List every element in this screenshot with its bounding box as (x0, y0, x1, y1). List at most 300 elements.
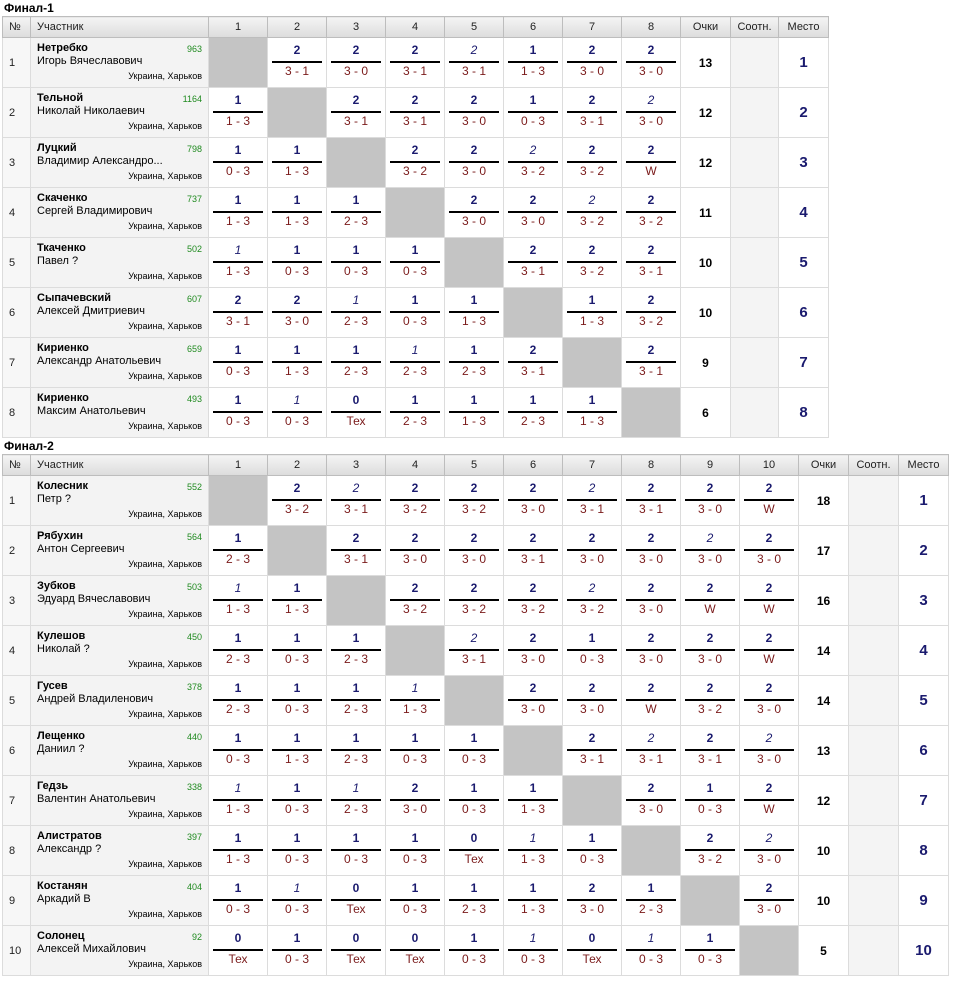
match-cell[interactable] (386, 676, 445, 726)
match-cell[interactable] (386, 38, 445, 88)
row-number: 9 (3, 876, 31, 926)
self-cell (209, 38, 268, 88)
score-divider (272, 799, 322, 801)
score-divider (567, 411, 617, 413)
match-cell[interactable] (327, 626, 386, 676)
match-cell[interactable] (681, 626, 740, 676)
header-opponent-8[interactable]: 8 (622, 17, 681, 38)
match-points: 2 (352, 43, 360, 57)
row-number: 1 (3, 476, 31, 526)
match-points: 1 (234, 531, 242, 545)
player-cell[interactable] (31, 188, 209, 238)
section-title: Финал-1 (4, 1, 54, 15)
match-result: Тех (346, 902, 366, 916)
match-cell[interactable] (445, 476, 504, 526)
match-cell[interactable] (386, 388, 445, 438)
ratio-cell (849, 926, 899, 976)
match-points: 1 (352, 193, 360, 207)
score-divider (449, 499, 499, 501)
match-cell[interactable] (445, 826, 504, 876)
header-opponent-3[interactable]: 3 (327, 455, 386, 476)
match-cell[interactable] (327, 876, 386, 926)
match-cell[interactable] (504, 576, 563, 626)
match-cell[interactable] (268, 926, 327, 976)
match-result: 2 - 3 (343, 752, 368, 766)
match-cell[interactable] (563, 726, 622, 776)
match-result: 3 - 2 (697, 852, 722, 866)
player-surname[interactable]: Алистратов (37, 830, 102, 842)
match-cell[interactable] (209, 776, 268, 826)
match-cell[interactable] (622, 288, 681, 338)
player-surname[interactable]: Гедзь (37, 780, 69, 792)
match-cell[interactable] (327, 776, 386, 826)
match-cell[interactable] (622, 876, 681, 926)
player-surname[interactable]: Скаченко (37, 192, 88, 204)
player-cell[interactable] (31, 338, 209, 388)
match-cell[interactable] (327, 476, 386, 526)
player-firstname: Алексей Дмитриевич (37, 305, 145, 317)
match-points: 0 (411, 931, 419, 945)
match-result: 3 - 2 (461, 602, 486, 616)
match-cell[interactable] (740, 676, 799, 726)
player-surname[interactable]: Луцкий (37, 142, 77, 154)
player-city: Украина, Харьков (128, 271, 202, 281)
player-surname[interactable]: Кириенко (37, 342, 89, 354)
match-points: 2 (352, 481, 360, 495)
match-result: 1 - 3 (402, 702, 427, 716)
match-cell[interactable] (504, 188, 563, 238)
match-cell[interactable] (209, 238, 268, 288)
player-cell[interactable] (31, 138, 209, 188)
ratio-cell (731, 38, 779, 88)
match-cell[interactable] (327, 38, 386, 88)
match-cell[interactable] (209, 138, 268, 188)
match-cell[interactable] (268, 776, 327, 826)
match-points: 2 (470, 531, 478, 545)
match-cell[interactable] (445, 38, 504, 88)
match-cell[interactable] (622, 338, 681, 388)
header-place[interactable]: Место (779, 17, 829, 38)
player-surname[interactable]: Зубков (37, 580, 76, 592)
match-cell[interactable] (209, 826, 268, 876)
match-result: 3 - 1 (461, 652, 486, 666)
match-cell[interactable] (445, 88, 504, 138)
match-cell[interactable] (622, 526, 681, 576)
match-cell[interactable] (681, 476, 740, 526)
score-divider (744, 599, 794, 601)
match-cell[interactable] (681, 726, 740, 776)
match-cell[interactable] (209, 526, 268, 576)
match-cell[interactable] (386, 238, 445, 288)
match-cell[interactable] (386, 876, 445, 926)
match-cell[interactable] (563, 826, 622, 876)
match-cell[interactable] (504, 238, 563, 288)
header-participant[interactable]: Участник (31, 455, 209, 476)
match-result: 1 - 3 (284, 602, 309, 616)
score-divider (449, 61, 499, 63)
match-result: 3 - 2 (579, 164, 604, 178)
match-cell[interactable] (327, 676, 386, 726)
match-cell[interactable] (681, 776, 740, 826)
match-cell[interactable] (622, 926, 681, 976)
match-cell[interactable] (209, 388, 268, 438)
header-opponent-7[interactable]: 7 (563, 455, 622, 476)
match-cell[interactable] (268, 576, 327, 626)
match-cell[interactable] (622, 726, 681, 776)
match-cell[interactable] (327, 338, 386, 388)
header-opponent-8[interactable]: 8 (622, 455, 681, 476)
match-cell[interactable] (504, 676, 563, 726)
match-points: 2 (765, 481, 773, 495)
match-cell[interactable] (563, 476, 622, 526)
total-points: 12 (799, 776, 849, 826)
match-cell[interactable] (622, 188, 681, 238)
match-cell[interactable] (268, 138, 327, 188)
match-cell[interactable] (504, 826, 563, 876)
match-cell[interactable] (209, 926, 268, 976)
score-divider (272, 311, 322, 313)
match-cell[interactable] (681, 826, 740, 876)
player-surname[interactable]: Костанян (37, 880, 88, 892)
match-cell[interactable] (445, 288, 504, 338)
match-cell[interactable] (622, 88, 681, 138)
player-surname[interactable]: Лещенко (37, 730, 85, 742)
match-cell[interactable] (740, 776, 799, 826)
match-points: 1 (234, 393, 242, 407)
player-cell[interactable] (31, 388, 209, 438)
header-num[interactable]: № (3, 17, 31, 38)
match-cell[interactable] (740, 726, 799, 776)
table-row (3, 238, 829, 288)
match-cell[interactable] (327, 388, 386, 438)
match-cell[interactable] (327, 826, 386, 876)
player-surname[interactable]: Тельной (37, 92, 84, 104)
score-divider (331, 649, 381, 651)
player-surname[interactable]: Кулешов (37, 630, 86, 642)
player-surname[interactable]: Солонец (37, 930, 85, 942)
match-cell[interactable] (563, 388, 622, 438)
header-opponent-3[interactable]: 3 (327, 17, 386, 38)
match-cell[interactable] (268, 676, 327, 726)
match-cell[interactable] (268, 338, 327, 388)
match-points: 1 (293, 681, 301, 695)
match-cell[interactable] (740, 576, 799, 626)
header-num[interactable]: № (3, 455, 31, 476)
match-points: 1 (588, 631, 596, 645)
match-cell[interactable] (563, 88, 622, 138)
match-cell[interactable] (209, 338, 268, 388)
total-points: 12 (681, 88, 731, 138)
match-cell[interactable] (386, 138, 445, 188)
match-result: 3 - 0 (520, 702, 545, 716)
match-cell[interactable] (681, 926, 740, 976)
match-cell[interactable] (504, 526, 563, 576)
match-cell[interactable] (209, 726, 268, 776)
header-opponent-2[interactable]: 2 (268, 17, 327, 38)
match-result: 1 - 3 (225, 264, 250, 278)
total-points: 10 (799, 876, 849, 926)
player-cell[interactable] (31, 288, 209, 338)
match-cell[interactable] (209, 88, 268, 138)
score-divider (626, 161, 676, 163)
player-city: Украина, Харьков (128, 859, 202, 869)
score-divider (508, 899, 558, 901)
match-cell[interactable] (268, 388, 327, 438)
match-cell[interactable] (622, 626, 681, 676)
score-divider (508, 949, 558, 951)
score-divider (449, 211, 499, 213)
player-surname[interactable]: Рябухин (37, 530, 84, 542)
match-cell[interactable] (504, 476, 563, 526)
match-cell[interactable] (445, 776, 504, 826)
match-cell[interactable] (504, 626, 563, 676)
match-cell[interactable] (327, 288, 386, 338)
player-surname[interactable]: Гусев (37, 680, 68, 692)
player-cell[interactable] (31, 926, 209, 976)
score-divider (567, 849, 617, 851)
player-rating: 607 (186, 294, 202, 304)
match-cell[interactable] (445, 876, 504, 926)
final-place: 7 (899, 776, 949, 826)
match-cell[interactable] (445, 388, 504, 438)
match-cell[interactable] (504, 88, 563, 138)
match-cell[interactable] (681, 576, 740, 626)
match-cell[interactable] (740, 476, 799, 526)
match-result: 3 - 0 (638, 552, 663, 566)
match-cell[interactable] (563, 188, 622, 238)
match-cell[interactable] (268, 726, 327, 776)
player-cell[interactable] (31, 826, 209, 876)
match-points: 2 (588, 881, 596, 895)
match-cell[interactable] (740, 626, 799, 676)
match-points: 1 (411, 343, 419, 357)
match-cell[interactable] (504, 38, 563, 88)
score-divider (390, 261, 440, 263)
match-cell[interactable] (209, 188, 268, 238)
match-result: 3 - 2 (520, 602, 545, 616)
player-city: Украина, Харьков (128, 709, 202, 719)
player-cell[interactable] (31, 876, 209, 926)
match-cell[interactable] (445, 138, 504, 188)
match-cell[interactable] (563, 926, 622, 976)
match-points: 0 (352, 931, 360, 945)
match-cell[interactable] (622, 676, 681, 726)
match-points: 1 (529, 93, 537, 107)
match-cell[interactable] (268, 188, 327, 238)
match-cell[interactable] (268, 626, 327, 676)
match-points: 2 (470, 193, 478, 207)
player-cell[interactable] (31, 676, 209, 726)
player-cell[interactable] (31, 576, 209, 626)
match-cell[interactable] (504, 388, 563, 438)
match-cell[interactable] (209, 626, 268, 676)
player-cell[interactable] (31, 726, 209, 776)
match-points: 2 (647, 531, 655, 545)
player-surname[interactable]: Колесник (37, 480, 89, 492)
header-opponent-5[interactable]: 5 (445, 455, 504, 476)
header-opponent-6[interactable]: 6 (504, 455, 563, 476)
player-surname[interactable]: Сыпачевский (37, 292, 111, 304)
self-cell (740, 926, 799, 976)
header-points[interactable]: Очки (681, 17, 731, 38)
match-cell[interactable] (622, 476, 681, 526)
match-cell[interactable] (622, 576, 681, 626)
match-result: 0 - 3 (225, 752, 250, 766)
match-points: 0 (588, 931, 596, 945)
header-opponent-4[interactable]: 4 (386, 17, 445, 38)
row-number: 3 (3, 138, 31, 188)
match-points: 1 (529, 43, 537, 57)
score-divider (567, 161, 617, 163)
header-opponent-5[interactable]: 5 (445, 17, 504, 38)
match-cell[interactable] (268, 476, 327, 526)
player-cell[interactable] (31, 626, 209, 676)
match-points: 2 (588, 43, 596, 57)
score-divider (685, 549, 735, 551)
match-result: 3 - 0 (697, 552, 722, 566)
match-cell[interactable] (327, 188, 386, 238)
player-cell[interactable] (31, 38, 209, 88)
header-opponent-9[interactable]: 9 (681, 455, 740, 476)
match-cell[interactable] (681, 676, 740, 726)
player-cell[interactable] (31, 526, 209, 576)
player-surname[interactable]: Ткаченко (37, 242, 86, 254)
score-divider (508, 411, 558, 413)
header-opponent-6[interactable]: 6 (504, 17, 563, 38)
match-cell[interactable] (563, 576, 622, 626)
match-points: 1 (293, 781, 301, 795)
match-cell[interactable] (563, 238, 622, 288)
table-row (3, 626, 949, 676)
match-cell[interactable] (563, 876, 622, 926)
match-points: 2 (529, 581, 537, 595)
match-points: 1 (234, 681, 242, 695)
self-cell (504, 288, 563, 338)
player-cell[interactable] (31, 88, 209, 138)
match-cell[interactable] (268, 826, 327, 876)
match-cell[interactable] (563, 288, 622, 338)
header-opponent-4[interactable]: 4 (386, 455, 445, 476)
match-cell[interactable] (327, 926, 386, 976)
match-cell[interactable] (504, 776, 563, 826)
match-cell[interactable] (445, 726, 504, 776)
match-cell[interactable] (386, 926, 445, 976)
player-firstname: Эдуард Вячеславович (37, 593, 151, 605)
match-points: 2 (647, 43, 655, 57)
match-cell[interactable] (622, 776, 681, 826)
match-cell[interactable] (386, 576, 445, 626)
final-place: 3 (779, 138, 829, 188)
match-cell[interactable] (504, 926, 563, 976)
match-cell[interactable] (622, 238, 681, 288)
match-cell[interactable] (740, 526, 799, 576)
score-divider (390, 311, 440, 313)
match-cell[interactable] (209, 876, 268, 926)
match-result: 0 - 3 (284, 902, 309, 916)
match-cell[interactable] (622, 138, 681, 188)
header-opponent-7[interactable]: 7 (563, 17, 622, 38)
match-points: 2 (352, 93, 360, 107)
total-points: 17 (799, 526, 849, 576)
match-cell[interactable] (268, 288, 327, 338)
match-cell[interactable] (563, 138, 622, 188)
match-cell[interactable] (504, 876, 563, 926)
match-cell[interactable] (504, 138, 563, 188)
match-cell[interactable] (445, 576, 504, 626)
match-cell[interactable] (445, 626, 504, 676)
match-cell[interactable] (386, 476, 445, 526)
match-cell[interactable] (386, 776, 445, 826)
match-cell[interactable] (327, 88, 386, 138)
match-cell[interactable] (504, 338, 563, 388)
row-number: 5 (3, 676, 31, 726)
score-divider (626, 749, 676, 751)
match-cell[interactable] (681, 526, 740, 576)
header-points[interactable]: Очки (799, 455, 849, 476)
header-opponent-1[interactable]: 1 (209, 455, 268, 476)
match-cell[interactable] (386, 526, 445, 576)
match-cell[interactable] (386, 726, 445, 776)
match-cell[interactable] (740, 876, 799, 926)
match-cell[interactable] (563, 526, 622, 576)
match-cell[interactable] (445, 188, 504, 238)
header-opponent-1[interactable]: 1 (209, 17, 268, 38)
match-cell[interactable] (209, 676, 268, 726)
match-cell[interactable] (445, 338, 504, 388)
score-divider (508, 649, 558, 651)
player-rating: 92 (191, 932, 202, 942)
score-divider (449, 849, 499, 851)
player-surname[interactable]: Нетребко (37, 42, 88, 54)
player-cell[interactable] (31, 238, 209, 288)
header-ratio[interactable]: Соотн. (849, 455, 899, 476)
match-cell[interactable] (740, 826, 799, 876)
match-cell[interactable] (445, 926, 504, 976)
match-cell[interactable] (445, 526, 504, 576)
player-surname[interactable]: Кириенко (37, 392, 89, 404)
score-divider (567, 61, 617, 63)
match-cell[interactable] (386, 826, 445, 876)
header-place[interactable]: Место (899, 455, 949, 476)
match-cell[interactable] (563, 676, 622, 726)
score-divider (331, 261, 381, 263)
match-cell[interactable] (268, 38, 327, 88)
final-place: 5 (779, 238, 829, 288)
match-cell[interactable] (327, 526, 386, 576)
match-cell[interactable] (327, 726, 386, 776)
score-divider (508, 111, 558, 113)
header-ratio[interactable]: Соотн. (731, 17, 779, 38)
final-place: 2 (899, 526, 949, 576)
player-cell[interactable] (31, 776, 209, 826)
match-cell[interactable] (268, 876, 327, 926)
match-cell[interactable] (563, 38, 622, 88)
match-cell[interactable] (268, 238, 327, 288)
match-cell[interactable] (209, 576, 268, 626)
match-points: 1 (529, 931, 537, 945)
header-opponent-2[interactable]: 2 (268, 455, 327, 476)
match-cell[interactable] (386, 288, 445, 338)
match-cell[interactable] (622, 38, 681, 88)
header-opponent-10[interactable]: 10 (740, 455, 799, 476)
match-cell[interactable] (386, 88, 445, 138)
header-participant[interactable]: Участник (31, 17, 209, 38)
match-cell[interactable] (209, 288, 268, 338)
player-cell[interactable] (31, 476, 209, 526)
match-cell[interactable] (386, 338, 445, 388)
match-cell[interactable] (327, 238, 386, 288)
match-cell[interactable] (563, 626, 622, 676)
